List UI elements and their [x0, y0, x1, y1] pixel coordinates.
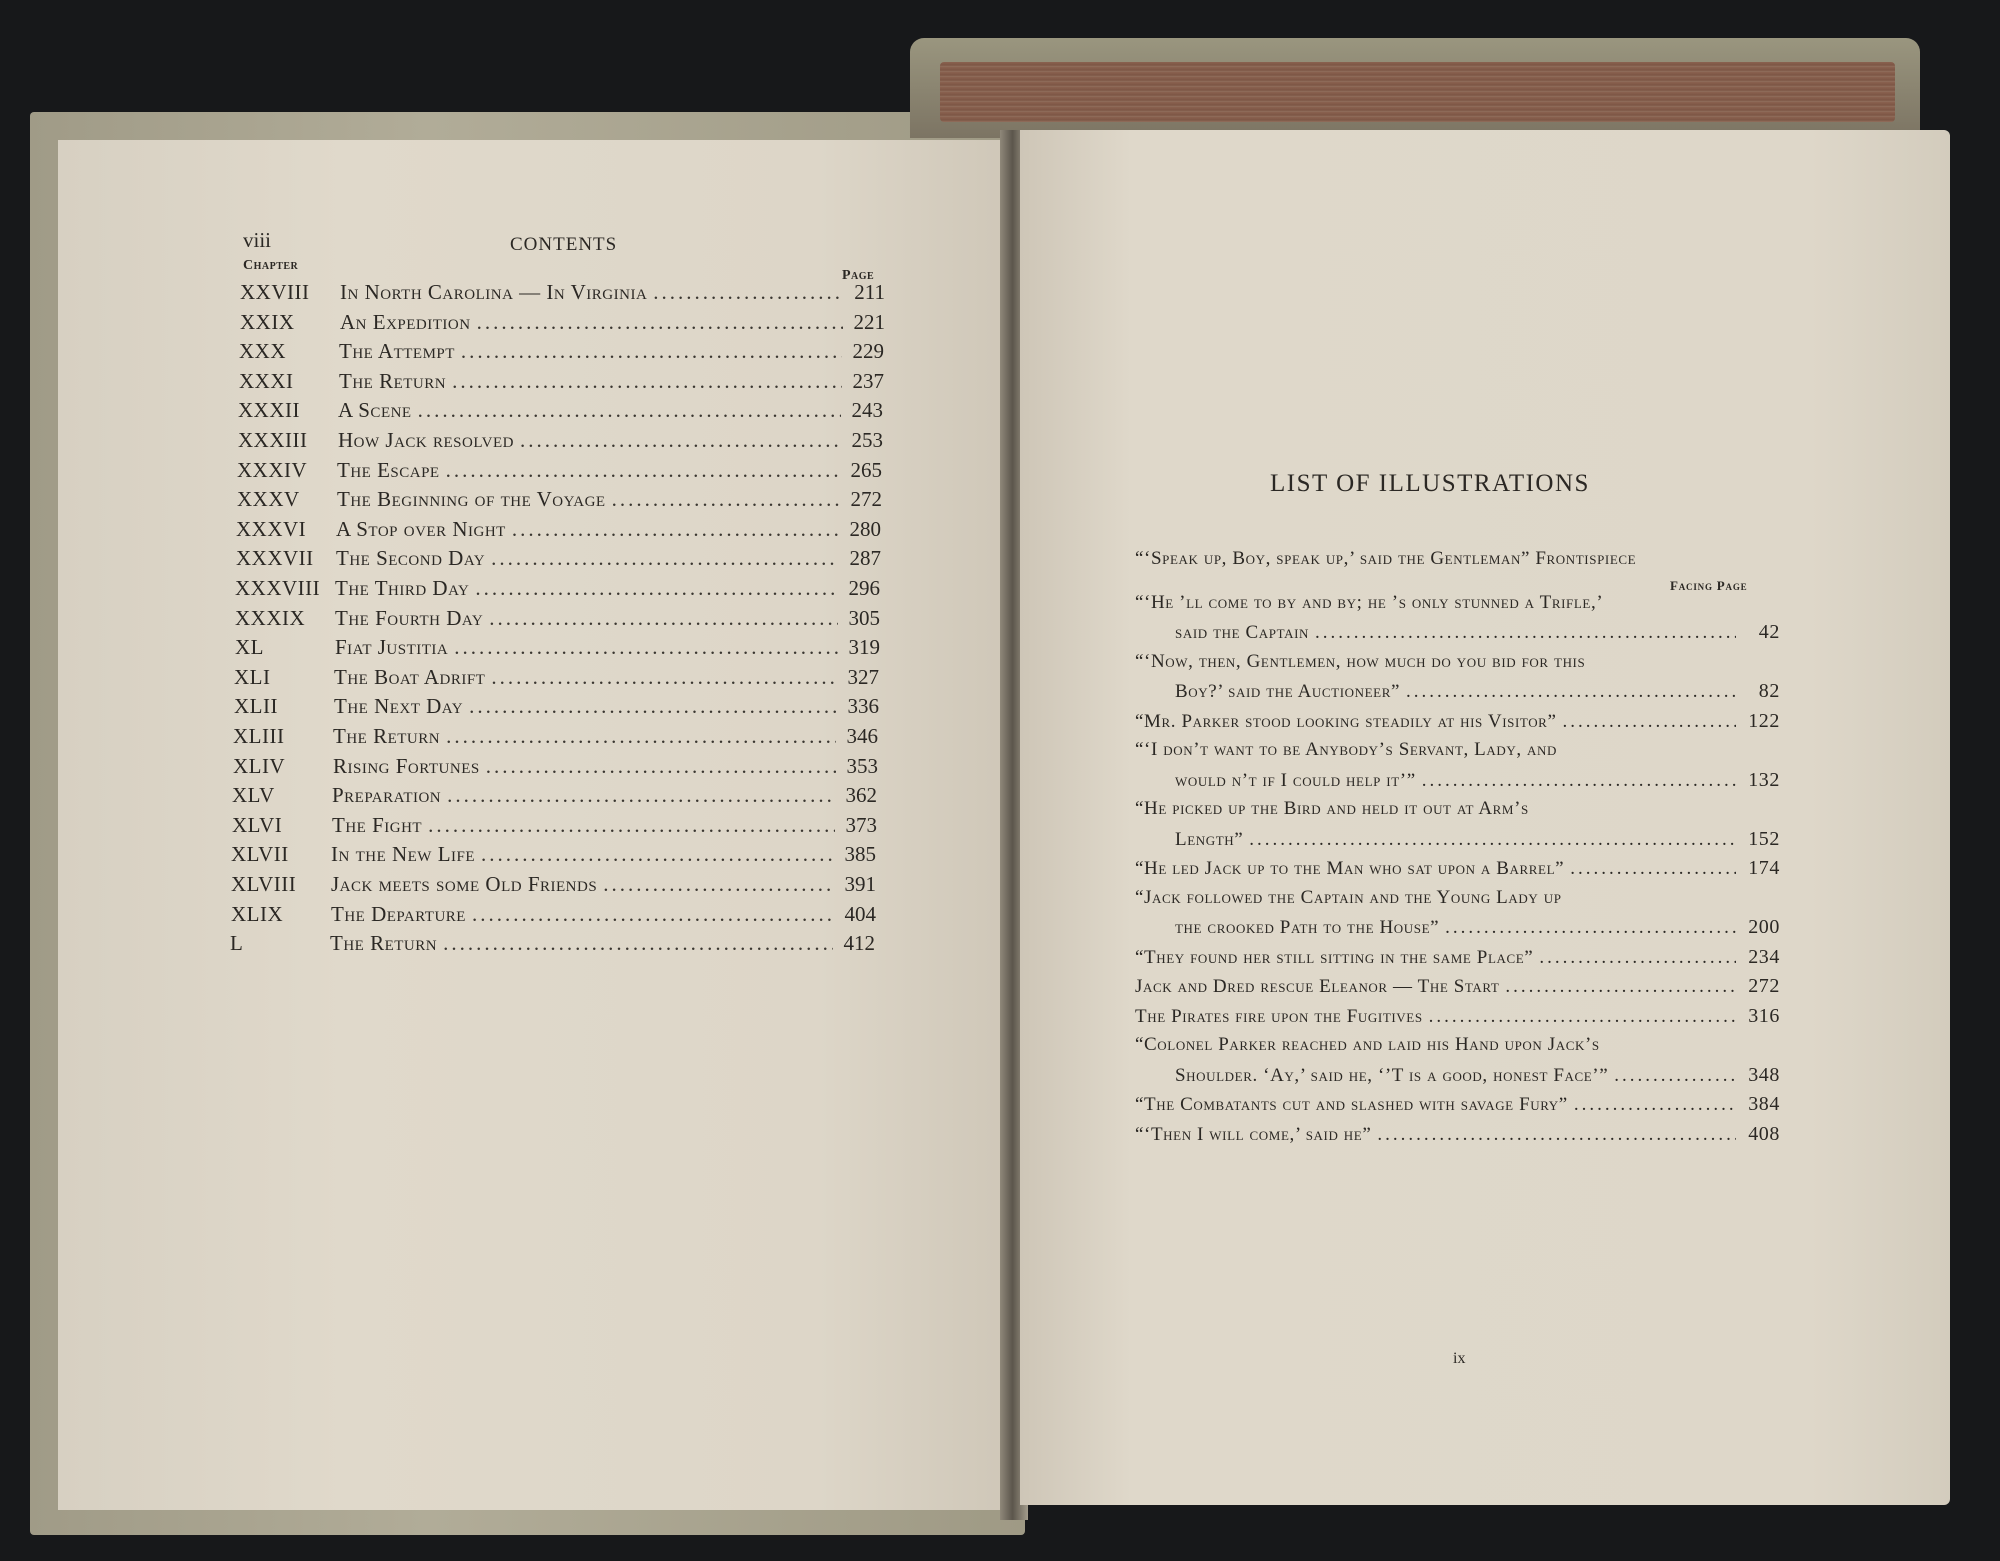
- dot-leader: [1574, 1094, 1736, 1116]
- dot-leader: [1539, 947, 1736, 969]
- illustration-caption: “Jack followed the Captain and the Young Lady up: [1135, 886, 1562, 908]
- toc-chapter-title: How Jack resolved: [338, 428, 514, 452]
- illustration-caption: “The Combatants cut and slashed with savage Fury”: [1135, 1094, 1568, 1115]
- toc-row: [231, 842, 876, 870]
- toc-page-number: 305: [848, 605, 880, 630]
- toc-chapter-title: The Return: [330, 931, 438, 956]
- illustration-caption: said the Captain: [1175, 622, 1310, 643]
- toc-page-number: 412: [843, 931, 875, 956]
- toc-chapter-title: The Attempt: [339, 339, 455, 364]
- illustration-page-number: 384: [1748, 1093, 1780, 1115]
- illustration-caption: “Colonel Parker reached and laid his Hand upon Jack’s: [1135, 1034, 1600, 1055]
- illustration-page-number: 348: [1748, 1063, 1780, 1086]
- illustration-caption: would n’t if I could help it’”: [1175, 769, 1416, 791]
- right-folio: ix: [1453, 1350, 1466, 1367]
- toc-page-number: 404: [844, 901, 876, 926]
- toc-chapter-number: XXXV: [237, 487, 300, 512]
- toc-chapter-title: An Expedition: [340, 309, 471, 334]
- toc-chapter-title: The Beginning of the Voyage: [337, 487, 606, 512]
- dot-leader: [481, 842, 834, 867]
- toc-chapter-title: Fiat Justitia: [335, 635, 449, 660]
- toc-chapter-number: XXXI: [239, 368, 294, 393]
- toc-row: [240, 310, 885, 338]
- toc-page-number: 373: [845, 812, 877, 837]
- toc-page-number: 253: [851, 428, 883, 452]
- illustration-caption: “He picked up the Bird and held it out at Arm’s: [1135, 798, 1529, 819]
- dot-leader: [520, 428, 841, 453]
- dot-leader: [1377, 1124, 1736, 1146]
- dot-leader: [1422, 770, 1736, 792]
- toc-chapter-number: XXXIV: [237, 457, 308, 482]
- toc-page-number: 221: [853, 309, 885, 334]
- toc-chapter-number: XXXII: [238, 398, 300, 423]
- illustration-line: [1135, 1093, 1780, 1121]
- toc-page-number: 211: [854, 280, 885, 304]
- dot-leader: [1249, 829, 1736, 851]
- toc-chapter-number: XLII: [234, 694, 278, 719]
- dot-leader: [1614, 1065, 1736, 1087]
- dot-leader: [475, 576, 838, 601]
- illustration-page-number: 82: [1758, 680, 1780, 702]
- illustration-line: [1135, 887, 1780, 915]
- dot-leader: [446, 724, 836, 749]
- toc-chapter-number: XLVIII: [231, 872, 297, 896]
- toc-page-number: 336: [847, 694, 879, 719]
- dot-leader: [447, 783, 835, 808]
- toc-chapter-number: XXXVIII: [235, 576, 321, 600]
- toc-row: [233, 724, 878, 752]
- toc-chapter-number: XLVI: [232, 812, 283, 837]
- illustrations-title: LIST OF ILLUSTRATIONS: [1270, 470, 1590, 497]
- toc-chapter-number: XXIX: [240, 309, 295, 334]
- toc-chapter-number: L: [230, 931, 244, 956]
- illustration-caption: the crooked Path to the House”: [1175, 917, 1440, 938]
- dot-leader: [454, 635, 838, 660]
- illustration-line: [1175, 769, 1780, 797]
- illustration-line: [1135, 857, 1780, 885]
- toc-page-number: 385: [844, 842, 876, 867]
- dot-leader: [1570, 858, 1736, 880]
- toc-chapter-number: XXX: [239, 339, 286, 364]
- illustration-caption: Jack and Dred rescue Eleanor — The Start: [1135, 976, 1500, 997]
- illustration-line: [1135, 1034, 1780, 1062]
- illustration-line: [1175, 621, 1780, 649]
- toc-chapter-number: XLV: [232, 783, 275, 808]
- illustration-caption: “‘Then I will come,’ said he”: [1135, 1123, 1372, 1145]
- page-label: Page: [842, 268, 875, 283]
- toc-row: [237, 487, 882, 515]
- toc-chapter-number: XL: [235, 635, 264, 660]
- toc-row: [240, 280, 885, 308]
- toc-chapter-title: The Return: [333, 724, 441, 748]
- left-folio: viii: [243, 228, 272, 252]
- toc-row: [235, 635, 880, 663]
- dot-leader: [1406, 681, 1736, 703]
- dot-leader: [491, 665, 837, 690]
- illustration-page-number: 174: [1748, 857, 1780, 879]
- toc-row: [234, 694, 879, 722]
- dot-leader: [469, 694, 837, 719]
- illustration-page-number: 200: [1748, 916, 1780, 938]
- toc-row: [239, 339, 884, 367]
- toc-page-number: 319: [848, 635, 880, 660]
- illustration-caption: Length”: [1175, 828, 1244, 850]
- chapter-label: Chapter: [243, 258, 299, 273]
- toc-chapter-title: The Escape: [337, 457, 440, 482]
- toc-chapter-number: XLI: [234, 664, 271, 689]
- illustration-caption: “They found her still sitting in the same Place”: [1135, 946, 1534, 968]
- dot-leader: [653, 280, 843, 305]
- dot-leader: [443, 931, 833, 956]
- toc-chapter-title: The Departure: [331, 901, 466, 926]
- toc-page-number: 272: [850, 487, 882, 512]
- toc-chapter-number: XXVIII: [240, 280, 310, 304]
- toc-row: [231, 902, 876, 930]
- illustration-page-number: 122: [1748, 709, 1780, 732]
- illustration-page-number: 272: [1748, 975, 1780, 997]
- illustration-line: [1135, 1005, 1780, 1033]
- toc-chapter-number: XXXIX: [235, 605, 306, 630]
- illustration-line: [1175, 828, 1780, 856]
- illustration-page-number: 132: [1748, 768, 1780, 791]
- dot-leader: [1505, 976, 1736, 998]
- toc-row: [239, 369, 884, 397]
- illustration-line: [1135, 592, 1780, 620]
- toc-chapter-title: In the New Life: [331, 842, 476, 867]
- dot-leader: [418, 398, 841, 423]
- toc-page-number: 243: [851, 398, 883, 423]
- toc-chapter-title: The Second Day: [336, 546, 486, 571]
- dot-leader: [1429, 1006, 1736, 1028]
- illustration-line: [1135, 710, 1780, 738]
- toc-row: [231, 872, 876, 900]
- illustration-caption: “He led Jack up to the Man who sat upon a Barrel”: [1135, 858, 1565, 879]
- illustration-caption: Boy?’ said the Auctioneer”: [1175, 681, 1401, 702]
- toc-chapter-title: A Scene: [338, 398, 412, 423]
- illustration-line: [1175, 680, 1780, 708]
- dot-leader: [1445, 917, 1736, 939]
- dot-leader: [491, 546, 839, 571]
- toc-chapter-title: Jack meets some Old Friends: [331, 872, 598, 896]
- toc-row: [237, 458, 882, 486]
- illustration-line: [1135, 946, 1780, 974]
- toc-chapter-number: XLIX: [231, 901, 284, 926]
- illustration-page-number: 316: [1748, 1004, 1780, 1027]
- dot-leader: [512, 517, 839, 542]
- toc-chapter-number: XLVII: [231, 842, 289, 867]
- illustration-line: [1135, 1123, 1780, 1151]
- toc-page-number: 362: [845, 783, 877, 808]
- dot-leader: [1315, 622, 1736, 644]
- toc-row: [238, 428, 883, 456]
- illustration-line: [1135, 975, 1780, 1003]
- toc-chapter-number: XXXVI: [236, 516, 307, 541]
- toc-chapter-number: XXXIII: [238, 428, 308, 452]
- toc-row: [236, 517, 881, 545]
- toc-chapter-title: A Stop over Night: [336, 516, 506, 541]
- dot-leader: [452, 369, 842, 394]
- toc-page-number: 346: [846, 724, 878, 748]
- toc-chapter-number: XLIII: [233, 724, 285, 748]
- dot-leader: [489, 606, 838, 631]
- toc-chapter-title: The Third Day: [335, 576, 470, 600]
- toc-page-number: 353: [846, 753, 878, 778]
- illustration-page-number: 152: [1748, 827, 1780, 850]
- toc-chapter-title: In North Carolina — In Virginia: [340, 280, 648, 304]
- toc-chapter-title: The Fight: [332, 812, 423, 837]
- toc-chapter-number: XXXVII: [236, 546, 314, 571]
- toc-row: [236, 546, 881, 574]
- toc-chapter-title: The Return: [339, 368, 447, 393]
- toc-row: [232, 813, 877, 841]
- illustration-line: [1135, 798, 1780, 826]
- illustration-caption: “‘I don’t want to be Anybody’s Servant, Lady, and: [1135, 739, 1558, 760]
- toc-chapter-title: Rising Fortunes: [333, 753, 480, 778]
- running-head: CONTENTS: [510, 234, 618, 255]
- toc-chapter-title: The Next Day: [334, 694, 464, 719]
- illustration-caption: “‘He ’ll come to by and by; he ’s only stunned a Trifle,’: [1135, 591, 1604, 613]
- toc-chapter-title: The Fourth Day: [335, 605, 484, 630]
- toc-page-number: 391: [844, 872, 876, 896]
- toc-row: [232, 783, 877, 811]
- illustration-caption: “‘Speak up, Boy, speak up,’ said the Gentleman” Frontispiece: [1135, 548, 1637, 569]
- illustration-caption: “Mr. Parker stood looking steadily at his Visitor”: [1135, 710, 1557, 732]
- toc-row: [238, 398, 883, 426]
- dot-leader: [612, 487, 840, 512]
- facing-page-label: Facing Page: [1670, 578, 1748, 593]
- illustration-line: [1175, 1064, 1780, 1092]
- toc-page-number: 280: [849, 516, 881, 541]
- toc-page-number: 296: [848, 576, 880, 600]
- toc-chapter-number: XLIV: [233, 753, 286, 778]
- dot-leader: [461, 339, 842, 364]
- illustration-caption: The Pirates fire upon the Fugitives: [1135, 1005, 1423, 1027]
- toc-page-number: 237: [852, 368, 884, 393]
- illustration-line: [1175, 916, 1780, 944]
- illustration-line: [1135, 651, 1780, 679]
- illustration-line: [1135, 548, 1780, 576]
- dot-leader: [603, 872, 834, 897]
- toc-row: [235, 576, 880, 604]
- illustration-page-number: 408: [1748, 1122, 1780, 1145]
- toc-row: [235, 606, 880, 634]
- illustration-line: [1135, 739, 1780, 767]
- dot-leader: [1562, 711, 1736, 733]
- dot-leader: [486, 754, 836, 779]
- toc-page-number: 265: [850, 457, 882, 482]
- illustration-page-number: 234: [1748, 945, 1780, 968]
- illustration-page-number: 42: [1758, 621, 1780, 643]
- dot-leader: [428, 813, 835, 838]
- toc-row: [230, 931, 875, 959]
- dot-leader: [472, 902, 834, 927]
- toc-page-number: 287: [849, 546, 881, 571]
- toc-page-number: 327: [847, 664, 879, 689]
- dot-leader: [446, 458, 840, 483]
- toc-row: [233, 754, 878, 782]
- page-edges: [940, 62, 1895, 122]
- toc-chapter-title: The Boat Adrift: [334, 664, 486, 689]
- illustration-caption: “‘Now, then, Gentlemen, how much do you bid for this: [1135, 650, 1586, 672]
- toc-row: [234, 665, 879, 693]
- illustration-caption: Shoulder. ‘Ay,’ said he, ‘’T is a good, honest Face’”: [1175, 1064, 1609, 1086]
- dot-leader: [477, 310, 843, 335]
- toc-page-number: 229: [852, 339, 884, 364]
- toc-chapter-title: Preparation: [332, 783, 442, 808]
